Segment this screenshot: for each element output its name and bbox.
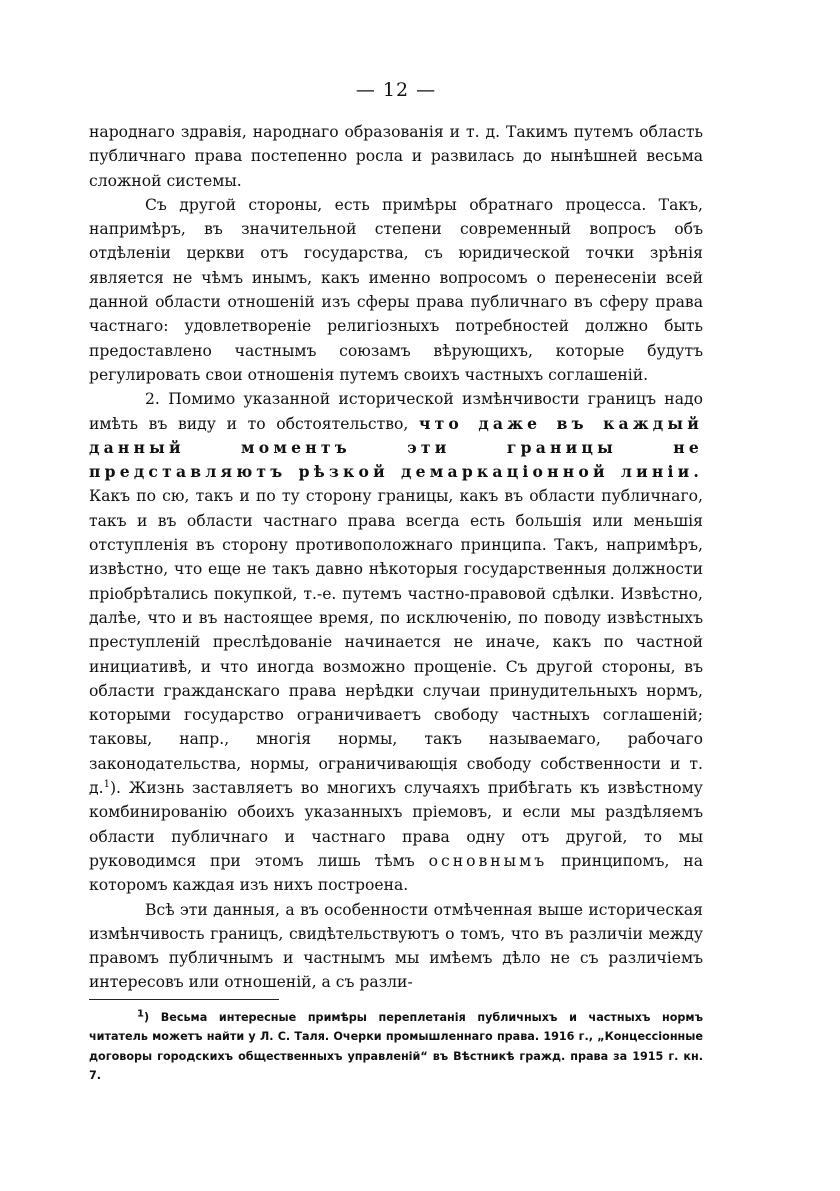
footnote-divider xyxy=(89,999,279,1000)
emphasized-word: основнымъ xyxy=(428,851,548,870)
emphasized-text: что даже въ каждый данный моментъ эти границы не представляютъ рѣзкой демаркаціонной линіи. xyxy=(89,413,703,482)
footnote-reference[interactable]: 1 xyxy=(103,778,110,790)
footnote-marker: 1 xyxy=(137,1007,144,1019)
paragraph-conclusion: Всѣ эти данныя, а въ особенности отмѣченная выше историческая измѣнчивость границъ, свидѣтельствуютъ о томъ, что въ различіи между правомъ публичнымъ и частнымъ мы имѣемъ дѣло не съ различіемъ интересовъ или отношеній, а съ разли- xyxy=(89,900,703,992)
paragraph-text: принципомъ, на которомъ каждая изъ нихъ построена. xyxy=(89,851,704,895)
footnote xyxy=(89,1008,703,1086)
document-page xyxy=(89,78,703,1086)
paragraph-text: ). Жизнь заставляетъ во многихъ случаяхъ прибѣгать къ извѣстному комбинированію обоихъ указанныхъ пріемовъ, и если мы раздѣляемъ области публичнаго и частнаго права одну отъ другой, то мы руководимся при этомъ лишь тѣмъ xyxy=(89,779,703,870)
paragraph-demarcation xyxy=(89,387,703,897)
paragraph-continuation: народнаго здравія, народнаго образованія и т. д. Такимъ путемъ область публичнаго права постепенно росла и развилась до нынѣшней весьма сложной системы. xyxy=(89,123,703,190)
footnote-text: ) Весьма интересные примѣры переплетанія публичныхъ и частныхъ нормъ читатель можетъ найти у Л. С. Таля. Очерки промышленнаго права. 1916 г., „Концессіонные договоры городскихъ общественныхъ управленій“ въ Вѣстникѣ гражд. права за 1915 г. кн. 7. xyxy=(89,1010,703,1083)
paragraph-reverse-process: Съ другой стороны, есть примѣры обратнаго процесса. Такъ, напримѣръ, въ значительной степени современный вопросъ объ отдѣленіи церкви отъ государства, съ юридической точки зрѣнія является не чѣмъ инымъ, какъ именно вопросомъ о перенесеніи всей данной области отношеній изъ сферы права публичнаго въ сферу права частнаго: удовлетвореніе религіозныхъ потребностей должно быть предоставлено частнымъ союзамъ вѣрующихъ, которые будутъ регулировать свои отношенія путемъ своихъ частныхъ соглашеній. xyxy=(89,195,703,384)
paragraph-text: 2. Помимо указанной исторической измѣнчивости границъ надо имѣть въ виду и то обстоятельство, xyxy=(89,390,703,433)
paragraph-text: Какъ по сю, такъ и по ту сторону границы, какъ въ области публичнаго, такъ и въ области частнаго права всегда есть большія или меньшія отступленія въ сторону противоположнаго принципа. Такъ, напримѣръ, извѣстно, что еще не такъ давно нѣкоторыя государственныя должности пріобрѣтались покупкой, т.-е. путемъ частно-правовой сдѣлки. Извѣстно, далѣе, что и въ настоящее время, по исключенію, по поводу извѣстныхъ преступленій преслѣдованіе начинается не иначе, какъ по частной инициативѣ, и что иногда возможно прощеніе. Съ другой стороны, въ области гражданскаго права нерѣдки случаи принудительныхъ нормъ, которыми государство ограничиваетъ свободу частныхъ соглашеній; таковы, напр., многія нормы, такъ называемаго, рабочаго законодательства, нормы, ограничивающія свободу собственности и т. д. xyxy=(89,487,703,798)
page-number: — 12 — xyxy=(355,79,437,101)
